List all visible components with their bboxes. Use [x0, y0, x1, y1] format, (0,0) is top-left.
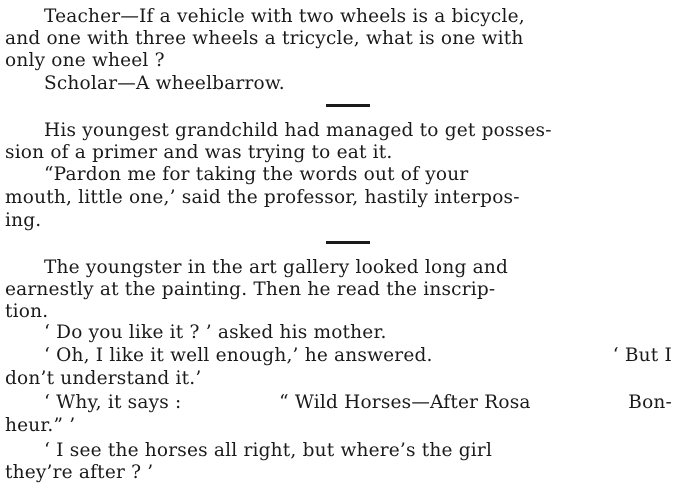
joke3-line6: don’t understand it.’ [5, 368, 202, 389]
joke2-line3: “Pardon me for taking the words out of your [44, 164, 469, 185]
joke3-line8: heur.” ’ [5, 415, 76, 436]
joke3-line5 [5, 345, 672, 367]
joke1-line1: Teacher—If a vehicle with two wheels is a bicycle, [44, 6, 525, 27]
joke3-line5-b: ‘ But I [612, 345, 672, 366]
joke3-line9: ‘ I see the horses all right, but where’s the girl [44, 440, 493, 461]
joke3-line7-b: “ Wild Horses—After Rosa [279, 392, 531, 413]
joke3-line7-c: Bon- [628, 392, 672, 413]
section-divider [326, 104, 370, 107]
joke1-line4: Scholar—A wheelbarrow. [44, 73, 285, 94]
joke1-line3: only one wheel ? [5, 50, 165, 71]
section-divider [326, 241, 370, 244]
joke1-line2: and one with three wheels a tricycle, what is one with [5, 28, 524, 49]
joke2-line1: His youngest grandchild had managed to get posses- [44, 120, 552, 141]
joke3-line10: they’re after ? ’ [5, 462, 154, 483]
joke2-line4: mouth, little one,’ said the professor, hastily interpos- [5, 187, 520, 208]
joke3-line4: ‘ Do you like it ? ’ asked his mother. [44, 322, 387, 343]
joke3-line7-a: ‘ Why, it says : [44, 392, 182, 413]
joke3-line1: The youngster in the art gallery looked long and [44, 257, 509, 278]
joke2-line2: sion of a primer and was trying to eat it. [5, 142, 393, 163]
joke2-line5: ing. [5, 210, 42, 231]
joke3-line3: tion. [5, 301, 49, 322]
joke3-line2: earnestly at the painting. Then he read the inscrip- [5, 279, 496, 300]
joke3-line5-a: ‘ Oh, I like it well enough,’ he answered. [44, 345, 433, 366]
joke3-line7 [5, 392, 672, 414]
